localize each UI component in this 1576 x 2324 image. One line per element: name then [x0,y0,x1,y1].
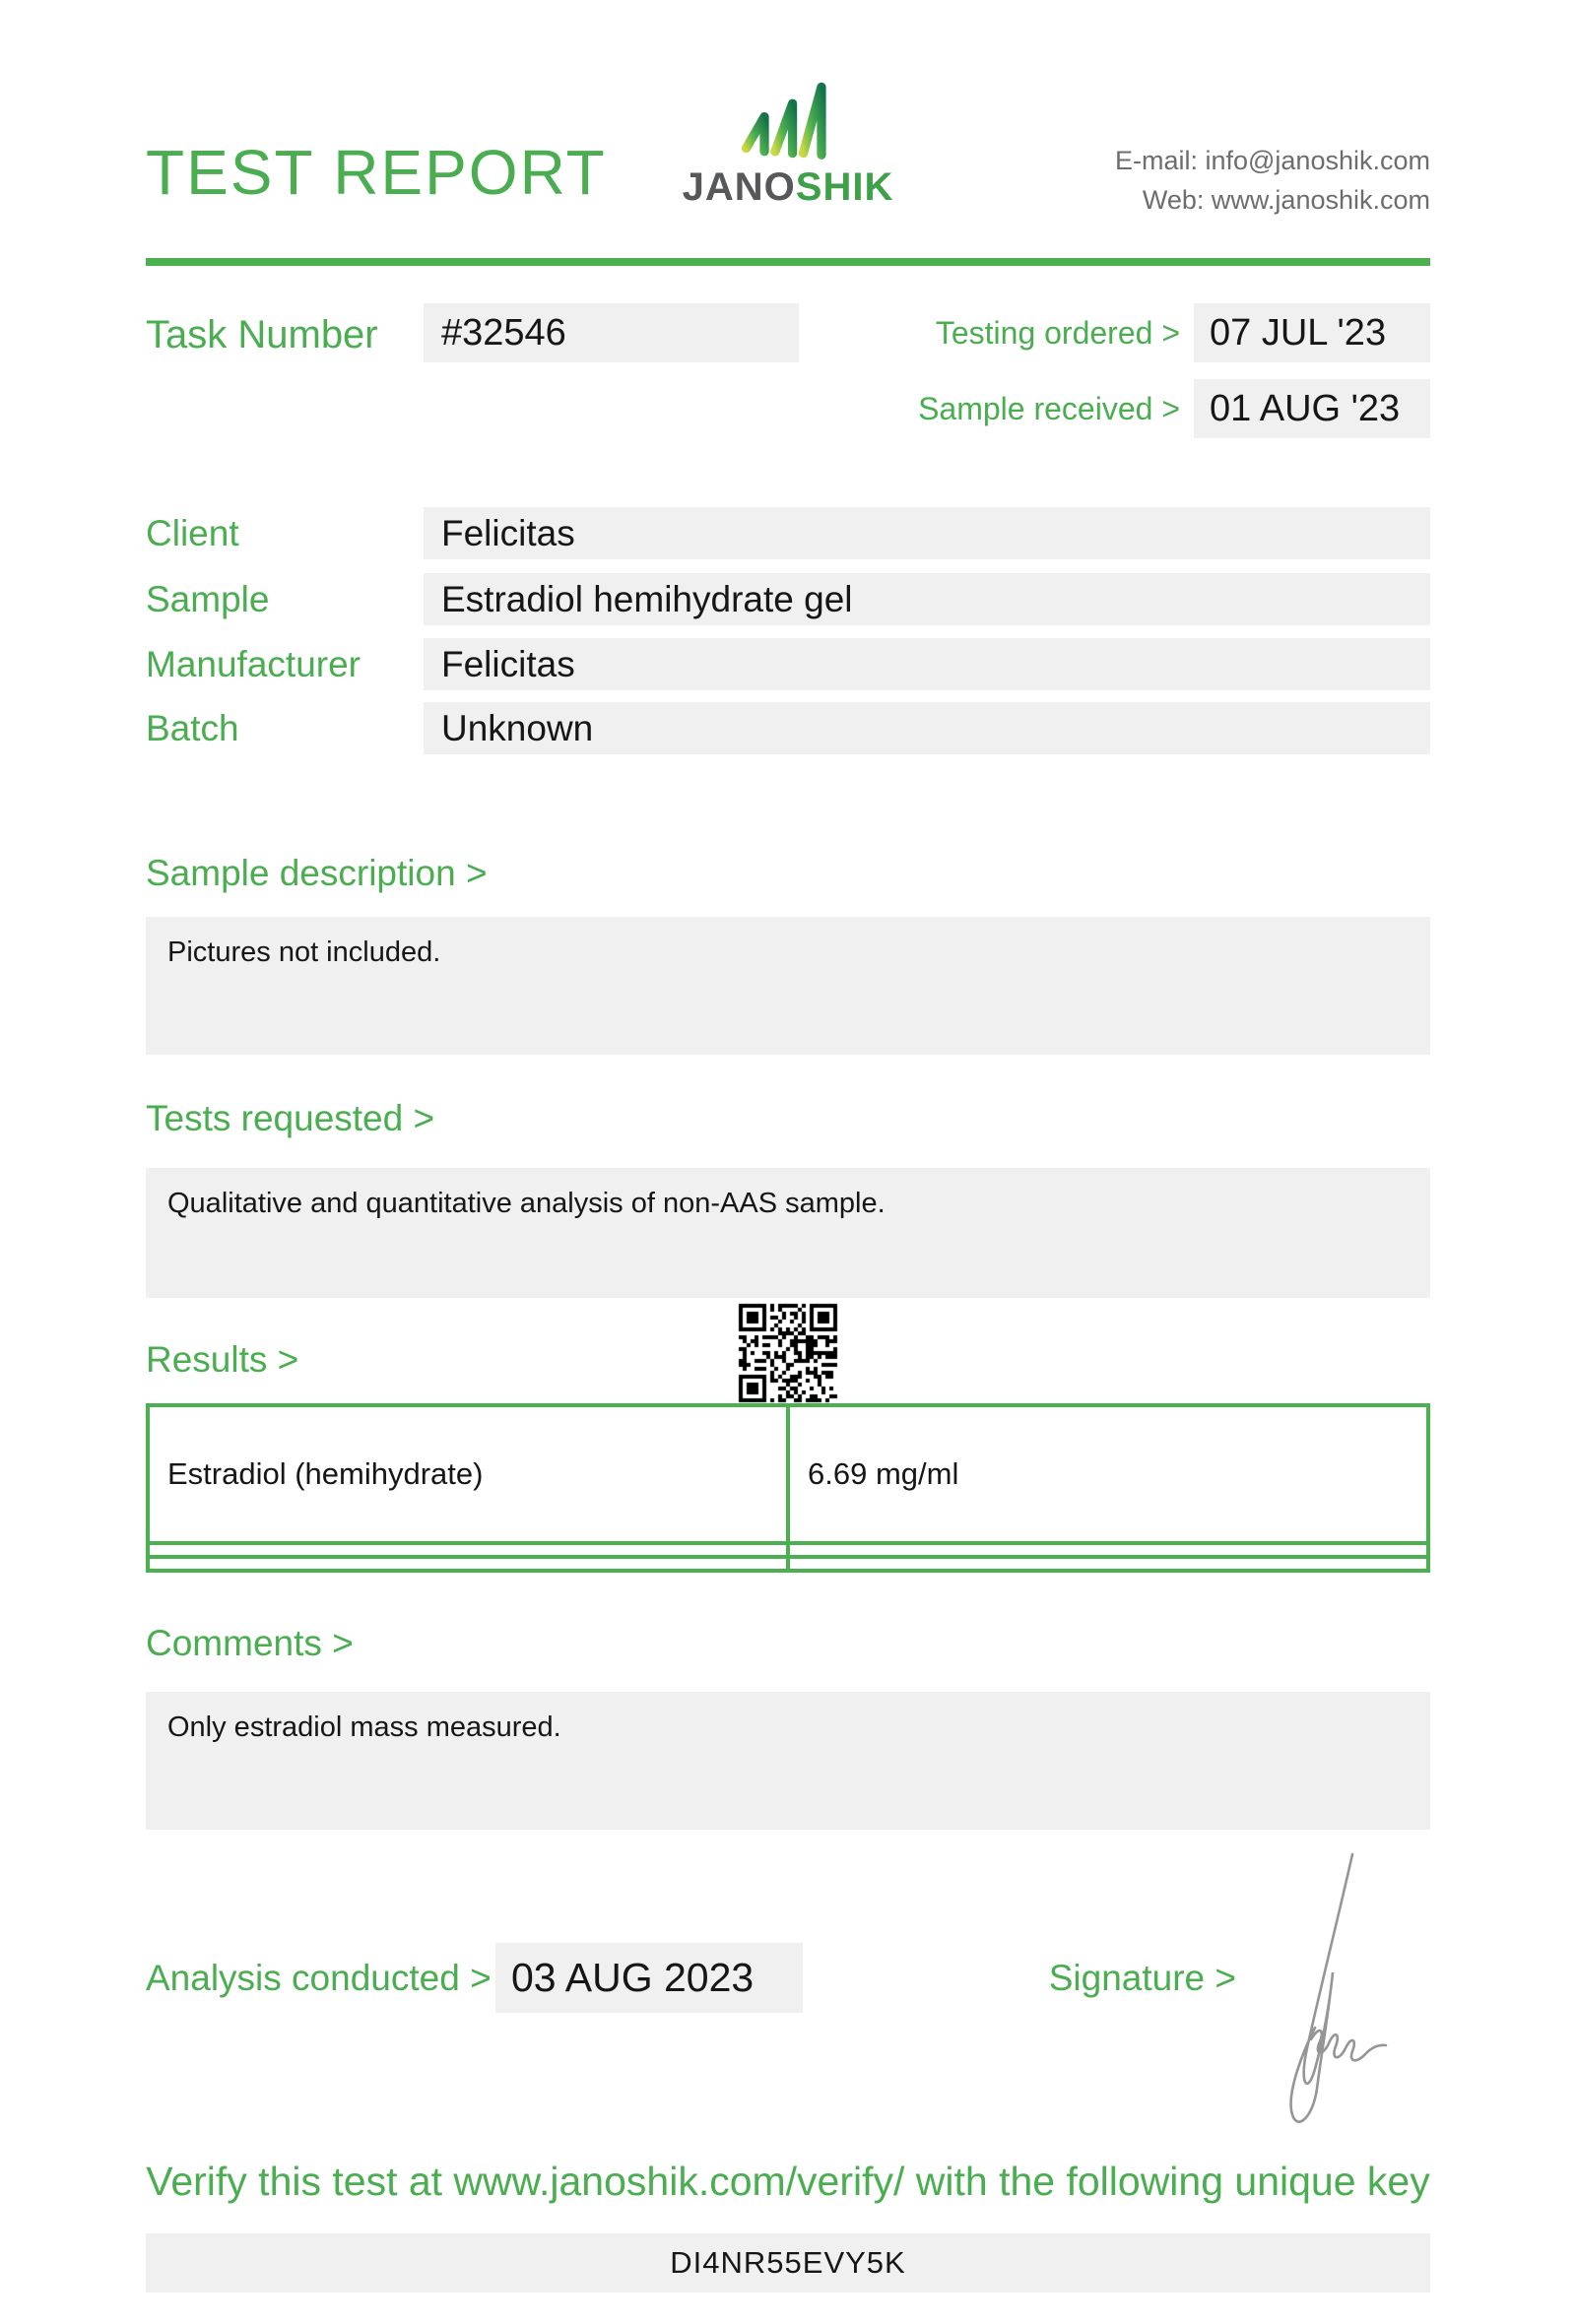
results-table [146,1403,1430,1573]
tests-requested-box [146,1168,1430,1298]
results-row-1 [148,1405,1428,1543]
analysis-conducted-date: 03 AUG 2023 [495,1943,803,2013]
results-analyte-2 [148,1543,788,1557]
verify-instruction: Verify this test at www.janoshik.com/verify/ with the following unique key [146,2159,1430,2204]
tests-requested-text: Qualitative and quantitative analysis of non-AAS sample. [167,1188,886,1219]
tests-requested-heading: Tests requested > [146,1098,435,1138]
analysis-conducted-label: Analysis conducted > [146,1958,492,1998]
sample-description-text: Pictures not included. [167,936,441,968]
verify-key: DI4NR55EVY5K [146,2233,1430,2292]
task-number-value: #32546 [424,303,799,362]
comments-heading: Comments > [146,1623,354,1663]
results-row-3 [148,1557,1428,1571]
contact-email: E-mail: info@janoshik.com [1114,146,1430,175]
manufacturer-value: Felicitas [424,638,1430,690]
sample-value: Estradiol hemihydrate gel [424,573,1430,625]
results-value-3 [788,1557,1428,1571]
results-analyte-3 [148,1557,788,1571]
logo-jano-text: JANO [682,165,796,209]
batch-label: Batch [146,708,239,748]
sample-label: Sample [146,579,270,619]
batch-value: Unknown [424,702,1430,754]
signature-image [1263,1846,1401,2142]
janoshik-logo-wordmark [680,165,896,210]
comments-text: Only estradiol mass measured. [167,1711,561,1743]
qr-code [738,1303,838,1403]
client-label: Client [146,513,239,553]
results-row-2 [148,1543,1428,1557]
sample-received-date: 01 AUG '23 [1194,379,1430,438]
task-number-label: Task Number [146,313,378,356]
results-value-2 [788,1543,1428,1557]
results-value-1: 6.69 mg/ml [788,1405,1428,1543]
sample-description-heading: Sample description > [146,853,488,893]
signature-label: Signature > [1048,1958,1236,1998]
testing-ordered-date: 07 JUL '23 [1194,303,1430,362]
sample-received-label: Sample received > [918,391,1180,426]
results-analyte-1: Estradiol (hemihydrate) [148,1405,788,1543]
sample-description-box [146,917,1430,1055]
client-value: Felicitas [424,507,1430,559]
results-heading: Results > [146,1339,299,1380]
contact-web: Web: www.janoshik.com [1142,185,1430,215]
testing-ordered-label: Testing ordered > [935,315,1180,351]
header-divider [146,258,1430,266]
manufacturer-label: Manufacturer [146,644,361,684]
page-title: TEST REPORT [146,137,607,208]
logo-shik-text: SHIK [795,165,894,209]
janoshik-logo-icon [739,79,831,161]
comments-box [146,1692,1430,1830]
